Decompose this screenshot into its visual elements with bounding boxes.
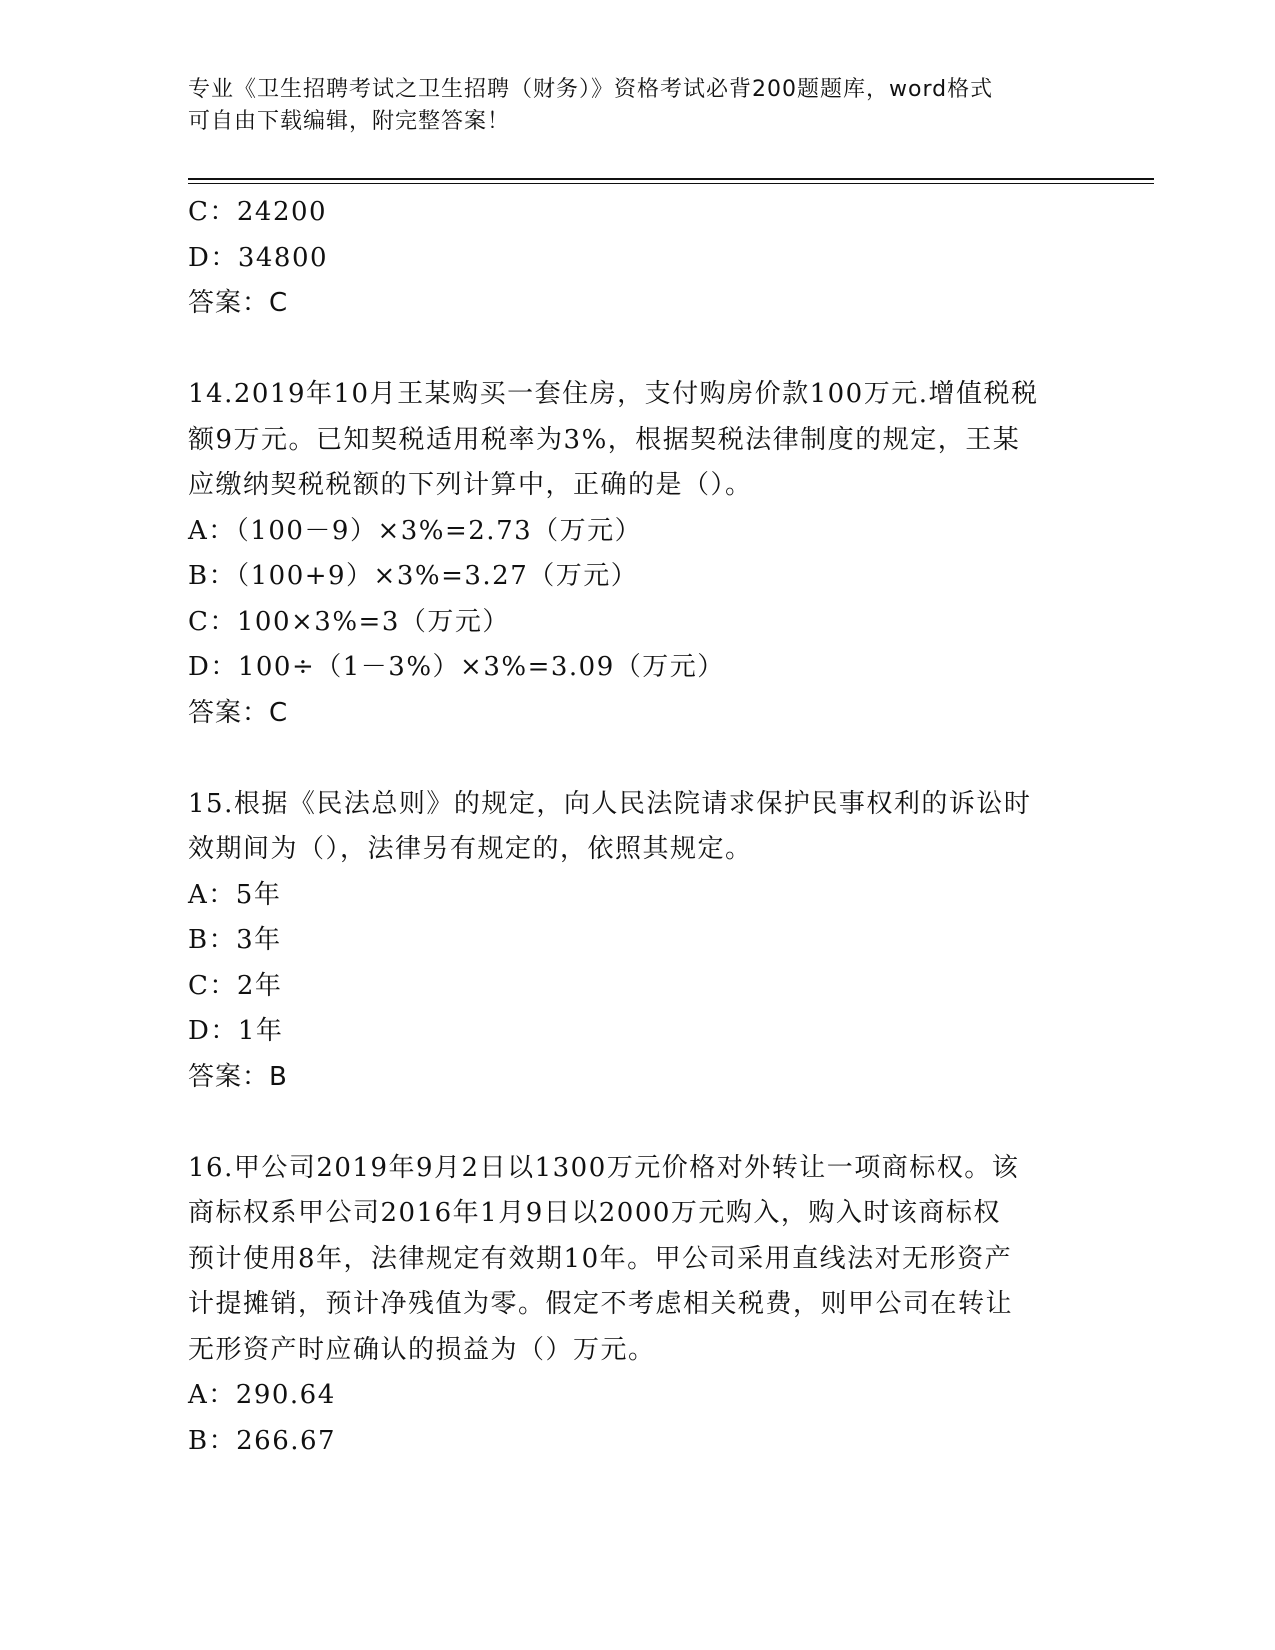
- option-b: B：266.67: [188, 1425, 337, 1456]
- header-title-line-2: 可自由下载编辑，附完整答案！: [188, 109, 511, 134]
- question-stem-line: 计提摊销，预计净残值为零。假定不考虑相关税费，则甲公司在转让: [188, 1289, 1014, 1319]
- spacer: [188, 327, 1088, 373]
- option-a: A：290.64: [188, 1380, 336, 1410]
- question-stem-line: 额9万元。已知契税适用税率为3%，根据契税法律制度的规定，王某: [188, 424, 1021, 455]
- option-d: D：34800: [188, 242, 329, 273]
- option-a: A：5年: [188, 879, 282, 910]
- question-stem-line: 14.2019年10月王某购买一套住房，支付购房价款100万元.增值税税: [188, 379, 1039, 409]
- answer-line: 答案：B: [188, 1061, 288, 1092]
- option-c: C：100×3%=3（万元）: [188, 606, 510, 637]
- question-14: [188, 372, 1088, 736]
- option-d: D：100÷（1－3%）×3%=3.09（万元）: [188, 652, 725, 682]
- question-13: [188, 190, 1088, 327]
- header-divider-thin: [188, 183, 1154, 184]
- question-stem-line: 商标权系甲公司2016年1月9日以2000万元购入，购入时该商标权: [188, 1198, 1001, 1228]
- option-d: D：1年: [188, 1016, 284, 1046]
- question-stem-line: 16.甲公司2019年9月2日以1300万元价格对外转让一项商标权。该: [188, 1152, 1020, 1183]
- question-stem-line: 应缴纳契税税额的下列计算中，正确的是（）。: [188, 470, 753, 500]
- question-stem-line: 效期间为（），法律另有规定的，依照其规定。: [188, 834, 753, 864]
- option-c: C：2年: [188, 970, 283, 1001]
- document-header: [188, 74, 1088, 138]
- option-b: B：（100+9）×3%=3.27（万元）: [188, 561, 639, 591]
- answer-line: 答案：C: [188, 697, 289, 728]
- header-title-line-1: 专业《卫生招聘考试之卫生招聘（财务）》资格考试必背200题题库，word格式: [188, 77, 994, 102]
- answer-line: 答案：C: [188, 288, 289, 318]
- header-divider-thick: [188, 178, 1154, 180]
- option-c: C：24200: [188, 197, 328, 227]
- spacer: [188, 736, 1088, 782]
- question-stem-line: 15.根据《民法总则》的规定，向人民法院请求保护民事权利的诉讼时: [188, 788, 1032, 819]
- question-stem-line: 无形资产时应确认的损益为（）万元。: [188, 1334, 656, 1365]
- option-b: B：3年: [188, 925, 282, 955]
- option-a: A：（100－9）×3%=2.73（万元）: [188, 515, 643, 546]
- question-15: [188, 782, 1088, 1101]
- question-list: [188, 190, 1088, 1464]
- question-stem-line: 预计使用8年，法律规定有效期10年。甲公司采用直线法对无形资产: [188, 1243, 1013, 1274]
- question-16: [188, 1146, 1088, 1465]
- spacer: [188, 1100, 1088, 1146]
